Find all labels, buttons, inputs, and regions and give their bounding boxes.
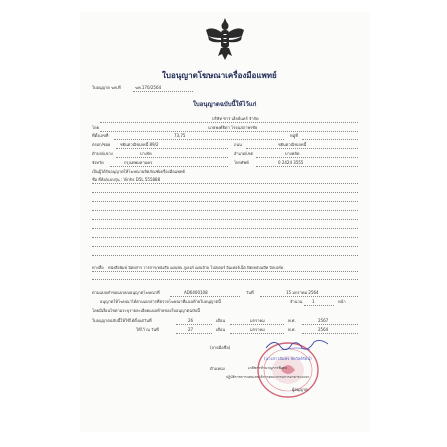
address-label: ที่ตั้งเลขที่ <box>92 133 109 138</box>
issued-to-heading: ใบอนุญาตฉบับนี้ให้ไว้แก่ <box>193 101 257 108</box>
valid-from-label: ใบอนุญาตฉบับนี้ให้ใช้ได้ตั้งแต่วันที่ <box>92 318 152 323</box>
address-value: 73,75 <box>174 133 186 138</box>
valid-from-year-label: พ.ศ. <box>288 318 296 323</box>
by-value: นายพงศ์ธิดา โรจนสถาพรชัย <box>208 125 258 130</box>
district-label: อำเภอ/เขต <box>234 151 254 156</box>
media-label: ทางสื่อ <box>92 265 104 270</box>
lane-value: ชยันตวณิชเลหนี้ 89/2 <box>120 142 159 147</box>
province-value: กรุงเทพมหานคร <box>124 160 153 165</box>
province-label: จังหวัด <box>92 160 104 165</box>
given-on-year: 2564 <box>318 327 329 332</box>
signatory-name: (นางสาวอัมพร ลัดวัลย์รัตน์) <box>264 356 312 361</box>
condition-page-label: หน้า <box>338 299 346 304</box>
company-name: บริษัท ซาร่ เฮ้ลธ์แคร์ จำกัด <box>212 116 259 121</box>
request-number: AD6400108 <box>184 290 208 295</box>
condition-line-1: อนุญาตให้โฆษณาได้ตามเอกสารที่ตรวจโฆษณาที่แนบท้ายใบอนุญาตนี้ <box>100 299 221 304</box>
road-label: ถนน <box>234 142 242 147</box>
position-value: เภสัชกรชำนาญการพิเศษ <box>248 366 287 370</box>
media-value: หนังสือพิมพ์ นิตยสาร วารสาร/หนังสือ แผ่นพับ ภูเธอร์ แผ่นป้าย โปสเตอร์ อินเทอร์เน็ต ฟิตเทสบนบีท บิลบอร์ด <box>108 265 284 270</box>
given-on-month: มกราคม <box>250 327 265 332</box>
signature-label: (ลายมือชื่อ) <box>210 345 231 350</box>
valid-from-month-label: เดือน <box>216 318 226 323</box>
garuda-emblem-icon <box>204 16 246 62</box>
subdistrict-value: บางจัด <box>140 151 152 156</box>
request-label: ตามแบบคำขอแบบบบอนุญาตโฆษณาที่ <box>92 290 160 295</box>
road-value: ชยันตวณิชเลหนี้ <box>278 142 307 147</box>
lane-label: ตรอก/ซอย <box>92 142 111 147</box>
request-date: 15 มกราคม 2564 <box>286 290 319 295</box>
position-label: ตำแหน่ง <box>210 366 225 371</box>
document-title: ใบอนุญาตโฆษณาเครื่องมือแพทย์ <box>162 71 277 80</box>
license-number-label: ใบอนุญาต ฆพ.ที่ <box>92 85 121 90</box>
given-on-label: ให้ไว้ ณ วันที่ <box>136 327 159 332</box>
role-value: ผู้อนุญาต <box>292 387 308 392</box>
given-on-day: 27 <box>188 327 194 332</box>
moo-label: หมู่ที่ <box>290 133 298 138</box>
signature-scribble <box>262 336 332 354</box>
license-number: ฆพ.170/2564 <box>135 85 162 90</box>
license-document <box>80 12 370 432</box>
by-label: โดย <box>92 125 100 130</box>
permit-line: เป็นผู้ได้รับอนุญาตให้โฆษณาผลิตภัณฑ์เครื่องมือแพทย์ <box>92 169 185 174</box>
district-value: บางพลัด <box>285 151 300 156</box>
valid-from-day: 26 <box>188 318 194 323</box>
request-date-label: วันที่ <box>246 290 254 295</box>
given-on-year-label: พ.ศ. <box>288 327 296 332</box>
subdistrict-label: ตำบล/แขวง <box>92 151 113 156</box>
condition-line-2: โดยมีเงื่อนไขตามระบุรายละเอียดแนบท้ายของใบอนุญาตฉบับนี้ <box>92 308 200 313</box>
given-on-month-label: เดือน <box>216 327 226 332</box>
valid-from-month: มกราคม <box>250 318 265 323</box>
phone-label: โทรศัพท์ <box>234 160 249 165</box>
condition-qty-label: จำนวน <box>290 299 303 304</box>
valid-from-year: 2567 <box>318 318 329 323</box>
org-value: ปฏิบัติราชการแทนเลขาธิการคณะกรรมการอาหารและยา <box>226 375 310 379</box>
product-name: ชื่อ ยี่ห้อ/แบบรุ่น : Vinhs D5L 555888 <box>92 177 161 182</box>
phone-value: 0 2424 3555 <box>278 160 304 165</box>
condition-qty: 1 <box>312 299 315 304</box>
